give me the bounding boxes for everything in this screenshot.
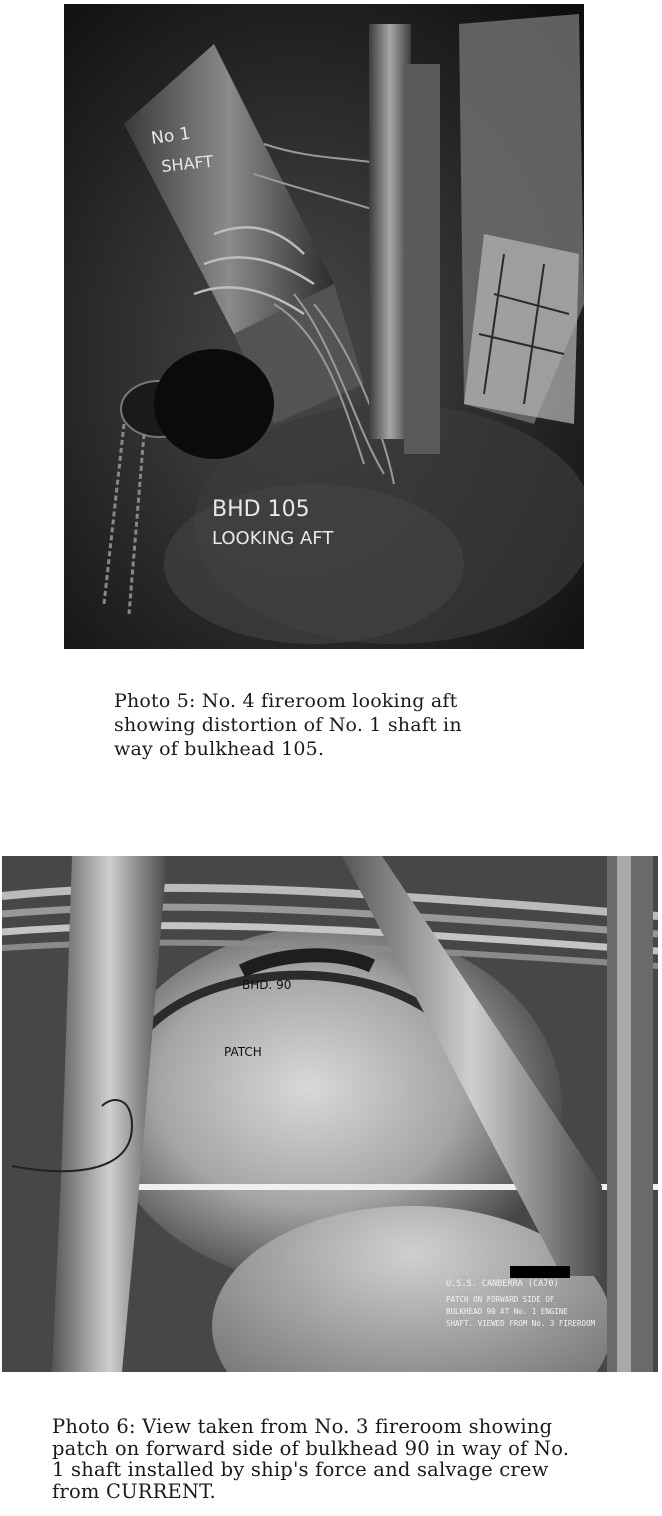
shaft-label-line2: SHAFT: [160, 151, 214, 176]
bulkhead-label-line1: BHD 105: [212, 497, 310, 522]
photo-stamp-line4: SHAFT. VIEWED FROM No. 3 FIREROOM: [446, 1319, 596, 1328]
shaft-label-line1: No 1: [149, 123, 192, 149]
photo-stamp-line3: BULKHEAD 90 AT No. 1 ENGINE: [446, 1307, 568, 1316]
photo-5-caption: Photo 5: No. 4 fireroom looking aft showing distortion of No. 1 shaft in way of bulkhead 105.: [114, 690, 462, 760]
photo-6-image: [2, 856, 658, 1372]
bhd-90-label: BHD. 90: [242, 978, 292, 992]
bulkhead-label-line2: LOOKING AFT: [212, 528, 334, 549]
photo-5-image: [64, 4, 584, 649]
patch-label: PATCH: [224, 1045, 262, 1059]
photo-5-drawing: [64, 4, 584, 649]
photo-6-drawing: [2, 856, 658, 1372]
photo-6-caption: Photo 6: View taken from No. 3 fireroom showing patch on forward side of bulkhead 90 in way of No. 1 shaft installed by ship's force and salvage crew from CURRENT.: [52, 1415, 570, 1503]
photo-stamp-line1: U.S.S. CANBERRA (CA70): [446, 1279, 559, 1289]
photo-stamp-line2: PATCH ON FORWARD SIDE OF: [446, 1295, 555, 1304]
